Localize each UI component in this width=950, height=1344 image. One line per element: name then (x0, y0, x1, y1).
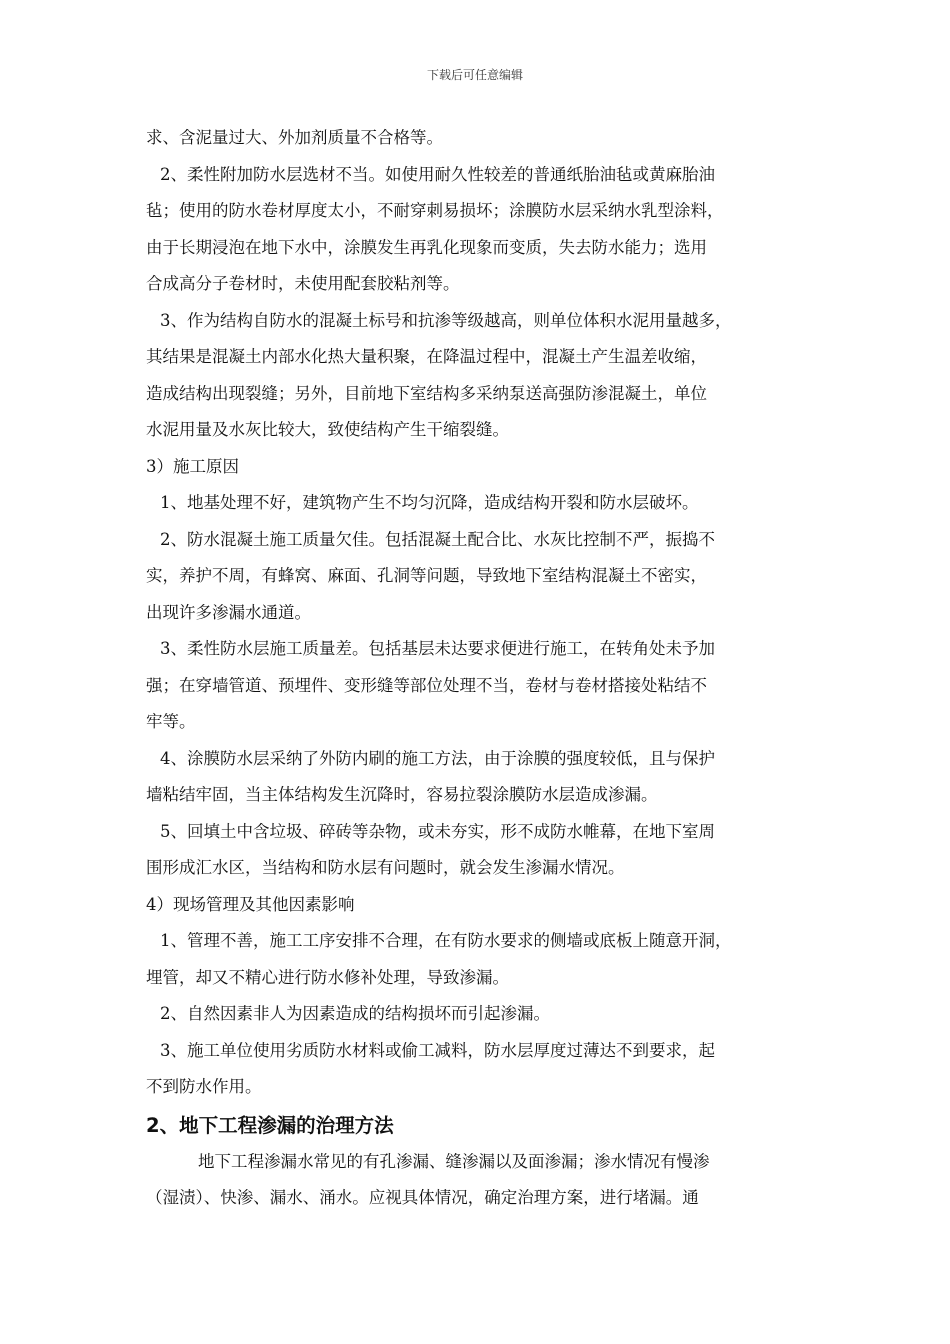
text-line: 地下工程渗漏水常见的有孔渗漏、缝渗漏以及面渗漏；渗水情况有慢渗 (198, 1151, 710, 1171)
subsection-heading: 3）施工原因 (146, 456, 239, 476)
text-line: 出现许多渗漏水通道。 (146, 602, 311, 622)
page-header: 下载后可任意编辑 (426, 68, 523, 82)
text-line: 埋管，却又不精心进行防水修补处理，导致渗漏。 (146, 967, 509, 987)
text-line: 3、柔性防水层施工质量差。包括基层未达要求便进行施工，在转角处未予加 (160, 639, 715, 658)
text-line: 牢等。 (146, 712, 196, 731)
text-line: （湿渍）、快渗、漏水、涌水。应视具体情况，确定治理方案，进行堵漏。通 (146, 1188, 699, 1207)
text-line: 1、管理不善，施工工序安排不合理，在有防水要求的侧墙或底板上随意开洞， (160, 931, 732, 950)
text-line: 1、地基处理不好，建筑物产生不均匀沉降，造成结构开裂和防水层破坏。 (160, 493, 699, 512)
text-line: 围形成汇水区，当结构和防水层有问题时，就会发生渗漏水情况。 (146, 858, 625, 877)
text-line: 3、作为结构自防水的混凝土标号和抗渗等级越高，则单位体积水泥用量越多， (160, 310, 732, 330)
text-line: 5、回填土中含垃圾、碎砖等杂物，或未夯实，形不成防水帷幕，在地下室周 (160, 821, 715, 841)
subsection-heading: 4）现场管理及其他因素影响 (146, 894, 355, 914)
text-line: 2、柔性附加防水层选材不当。如使用耐久性较差的普通纸胎油毡或黄麻胎油 (160, 164, 715, 184)
text-line: 2、防水混凝土施工质量欠佳。包括混凝土配合比、水灰比控制不严，振捣不 (160, 529, 715, 549)
text-line: 由于长期浸泡在地下水中，涂膜发生再乳化现象而变质，失去防水能力；选用 (146, 237, 707, 257)
text-line: 求、含泥量过大、外加剂质量不合格等。 (146, 128, 443, 147)
text-line: 毡；使用的防水卷材厚度太小，不耐穿刺易损坏；涂膜防水层采纳水乳型涂料， (146, 201, 724, 220)
section-title: 2、地下工程渗漏的治理方法 (146, 1113, 394, 1137)
text-line: 造成结构出现裂缝；另外，目前地下室结构多采纳泵送高强防渗混凝土，单位 (146, 383, 707, 403)
text-line: 其结果是混凝土内部水化热大量积聚，在降温过程中，混凝土产生温差收缩， (146, 347, 707, 366)
text-line: 3、施工单位使用劣质防水材料或偷工减料，防水层厚度过薄达不到要求，起 (160, 1040, 715, 1060)
text-line: 4、涂膜防水层采纳了外防内刷的施工方法，由于涂膜的强度较低，且与保护 (160, 748, 715, 768)
document-body (146, 120, 814, 1217)
text-line: 2、自然因素非人为因素造成的结构损坏而引起渗漏。 (160, 1004, 550, 1023)
text-line: 不到防水作用。 (146, 1077, 262, 1096)
text-line: 实，养护不周，有蜂窝、麻面、孔洞等问题，导致地下室结构混凝土不密实， (146, 566, 707, 585)
text-line: 墙粘结牢固，当主体结构发生沉降时，容易拉裂涂膜防水层造成渗漏。 (146, 785, 658, 804)
text-line: 强；在穿墙管道、预埋件、变形缝等部位处理不当，卷材与卷材搭接处粘结不 (146, 675, 707, 695)
text-line: 水泥用量及水灰比较大，致使结构产生干缩裂缝。 (146, 420, 509, 439)
text-line: 合成高分子卷材时，未使用配套胶粘剂等。 (146, 274, 460, 293)
